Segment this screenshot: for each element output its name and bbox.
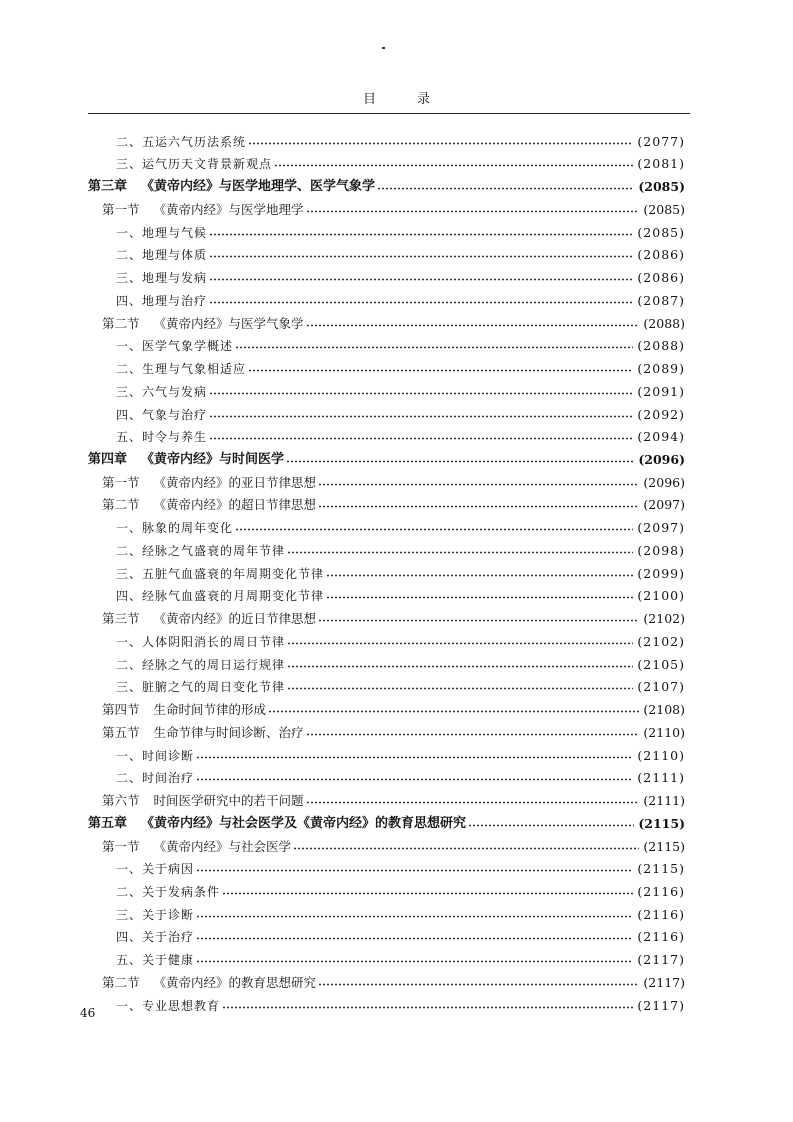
dot-leader: [468, 824, 634, 827]
dot-leader: [222, 892, 633, 895]
toc-label: 一、医学气象学概述: [116, 339, 234, 354]
toc-page: (2115): [637, 861, 685, 877]
toc-chapter: [80, 809, 685, 832]
dot-leader: [196, 756, 633, 759]
toc-page: (2115): [638, 815, 685, 831]
toc-label: 三、关于诊断: [116, 907, 195, 922]
toc-title: [116, 861, 194, 877]
dot-leader: [287, 642, 633, 645]
toc-item: [80, 900, 685, 923]
toc-item: [80, 513, 685, 536]
dot-leader: [209, 437, 633, 440]
toc-label: 生命时间节律的形成: [153, 702, 267, 718]
toc-title: [116, 998, 220, 1014]
toc-page: (2091): [637, 383, 685, 399]
toc-label: 三、运气历天文背景新观点: [116, 157, 273, 172]
toc-title: [88, 179, 375, 195]
toc-page: (2088): [637, 338, 685, 354]
toc-label: 二、五运六气历法系统: [116, 134, 247, 149]
toc-title: [88, 816, 466, 832]
toc-label: 三、脏腑之气的周日变化节律: [116, 680, 286, 695]
toc-number: 第二节: [102, 315, 140, 331]
toc-page: (2086): [637, 247, 685, 263]
toc-label: 《黄帝内经》的近日节律思想: [153, 611, 317, 627]
toc-title: [116, 634, 285, 650]
toc-number: 第一节: [102, 474, 140, 490]
toc-label: 三、六气与发病: [116, 384, 208, 399]
toc-page: (2100): [637, 588, 685, 604]
toc-page: (2111): [637, 770, 685, 786]
toc-label: 一、关于病因: [116, 862, 195, 877]
dot-leader: [209, 415, 633, 418]
toc-item: [80, 559, 685, 582]
dot-leader: [196, 778, 633, 781]
toc-title: [116, 952, 194, 968]
toc-item: [80, 332, 685, 355]
toc-label: 一、地理与气候: [116, 225, 208, 240]
toc-title: [116, 884, 220, 900]
toc-label: 一、脉象的周年变化: [116, 521, 234, 536]
dot-leader: [196, 915, 633, 918]
toc-title: [116, 770, 194, 786]
toc-item: [80, 241, 685, 264]
dot-leader: [326, 596, 633, 599]
dot-leader: [196, 869, 633, 872]
toc-page: (2097): [637, 520, 685, 536]
toc-page: (2117): [637, 997, 685, 1013]
toc-section: [80, 309, 685, 332]
toc-item: [80, 945, 685, 968]
toc-item: [80, 855, 685, 878]
dot-leader: [318, 483, 639, 486]
toc-title: [116, 247, 207, 263]
dot-leader: [248, 142, 633, 145]
dot-leader: [293, 847, 639, 850]
dot-leader: [306, 733, 640, 736]
toc-label: 四、地理与治疗: [116, 293, 208, 308]
toc-item: [80, 650, 685, 673]
toc-page: (2108): [643, 702, 685, 718]
dot-leader: [318, 505, 639, 508]
toc-number: 第一节: [102, 201, 140, 217]
toc-page: (2102): [643, 611, 685, 627]
toc-page: (2105): [637, 656, 685, 672]
toc-section: [80, 786, 685, 809]
toc-label: 一、人体阴阳消长的周日节律: [116, 634, 286, 649]
toc-title: [102, 725, 304, 741]
toc-title: [116, 407, 207, 423]
toc-number: 第六节: [102, 793, 140, 809]
toc-page: (2116): [637, 906, 685, 922]
toc-page: (2094): [637, 429, 685, 445]
toc-item: [80, 400, 685, 423]
toc-item: [80, 263, 685, 286]
dot-leader: [248, 369, 633, 372]
toc-item: [80, 764, 685, 787]
toc-label: 四、关于治疗: [116, 930, 195, 945]
toc-title: [116, 225, 207, 241]
dot-leader: [209, 392, 633, 395]
toc-title: [116, 929, 194, 945]
toc-title: [116, 566, 324, 582]
toc-number: 第一节: [102, 838, 140, 854]
toc-title: [116, 338, 233, 354]
toc-page: (2077): [637, 133, 685, 149]
toc-page: (2111): [643, 793, 685, 809]
toc-number: 第三节: [102, 611, 140, 627]
toc-label: 三、五脏气血盛衰的年周期变化节律: [116, 566, 325, 581]
scan-speck: [382, 47, 385, 49]
toc-title: [102, 611, 316, 627]
dot-leader: [274, 164, 633, 167]
toc-item: [80, 286, 685, 309]
toc-item: [80, 536, 685, 559]
toc-page: (2081): [637, 156, 685, 172]
toc-title: [116, 134, 246, 150]
dot-leader: [235, 528, 633, 531]
toc-title: [116, 156, 272, 172]
dot-leader: [268, 710, 639, 713]
toc-page: (2115): [643, 838, 685, 854]
toc-label: 二、时间治疗: [116, 771, 195, 786]
dot-leader: [326, 574, 633, 577]
header-rule: [88, 113, 690, 114]
dot-leader: [222, 1006, 633, 1009]
dot-leader: [306, 801, 640, 804]
toc-section: [80, 718, 685, 741]
toc-label: 《黄帝内经》与医学地理学、医学气象学: [141, 179, 376, 195]
toc-section: [80, 468, 685, 491]
toc-item: [80, 218, 685, 241]
toc-label: 《黄帝内经》与医学气象学: [153, 315, 304, 331]
toc-label: 《黄帝内经》与时间医学: [141, 452, 285, 468]
toc-page: (2117): [637, 952, 685, 968]
toc-title: [116, 588, 324, 604]
toc-label: 二、经脉之气盛衰的周年节律: [116, 543, 286, 558]
toc-section: [80, 695, 685, 718]
dot-leader: [196, 937, 633, 940]
toc-item: [80, 150, 685, 173]
toc-title: [116, 748, 194, 764]
toc-page: (2116): [637, 883, 685, 899]
toc-section: [80, 195, 685, 218]
page-number: 46: [80, 1006, 96, 1020]
dot-leader: [318, 619, 639, 622]
toc-title: [102, 316, 304, 332]
toc-page: (2098): [637, 542, 685, 558]
toc-page: (2099): [637, 565, 685, 581]
toc-label: 二、生理与气象相适应: [116, 362, 247, 377]
toc-title: [102, 497, 316, 513]
toc-chapter: [80, 445, 685, 468]
toc-page: (2107): [637, 679, 685, 695]
toc-title: [116, 384, 207, 400]
toc-number: 第四节: [102, 702, 140, 718]
toc-label: 《黄帝内经》的亚日节律思想: [153, 474, 317, 490]
toc-title: [88, 452, 284, 468]
toc-page: (2085): [637, 224, 685, 240]
toc-label: 《黄帝内经》与社会医学: [153, 838, 292, 854]
toc-page: (2102): [637, 633, 685, 649]
toc-page: (2088): [643, 315, 685, 331]
dot-leader: [209, 255, 633, 258]
dot-leader: [287, 687, 633, 690]
toc-label: 一、时间诊断: [116, 748, 195, 763]
toc-title: [116, 657, 285, 673]
toc-title: [116, 907, 194, 923]
toc-item: [80, 741, 685, 764]
toc-title: [116, 679, 285, 695]
toc-number: 第三章: [88, 179, 128, 195]
toc-label: 《黄帝内经》与社会医学及《黄帝内经》的教育思想研究: [141, 815, 467, 831]
dot-leader: [235, 346, 633, 349]
dot-leader: [318, 983, 639, 986]
dot-leader: [287, 551, 633, 554]
toc-page: (2096): [638, 452, 685, 468]
toc-label: 一、专业思想教育: [116, 998, 221, 1013]
toc-title: [102, 202, 304, 218]
toc-page: (2117): [643, 974, 685, 990]
dot-leader: [209, 233, 633, 236]
toc-number: 第二节: [102, 974, 140, 990]
toc-item: [80, 991, 685, 1014]
toc-label: 五、关于健康: [116, 953, 195, 968]
toc-page: (2110): [637, 747, 685, 763]
toc-item: [80, 673, 685, 696]
toc-item: [80, 627, 685, 650]
dot-leader: [286, 460, 634, 463]
toc-title: [102, 475, 316, 491]
toc-section: [80, 968, 685, 991]
toc-label: 时间医学研究中的若干问题: [153, 793, 304, 809]
toc-title: [102, 975, 316, 991]
dot-leader: [306, 210, 640, 213]
toc-page: (2087): [637, 292, 685, 308]
toc-label: 三、地理与发病: [116, 271, 208, 286]
toc-title: [116, 361, 246, 377]
dot-leader: [209, 301, 633, 304]
toc-title: [116, 429, 207, 445]
toc-item: [80, 127, 685, 150]
toc-number: 第四章: [88, 452, 128, 468]
toc-page: (2110): [643, 724, 685, 740]
toc-number: 第五节: [102, 724, 140, 740]
toc-number: 第五章: [88, 815, 128, 831]
toc-title: [116, 270, 207, 286]
toc-label: 四、气象与治疗: [116, 407, 208, 422]
toc-number: 第二节: [102, 497, 140, 513]
toc-title: [102, 839, 291, 855]
toc-section: [80, 491, 685, 514]
toc-item: [80, 877, 685, 900]
toc-label: 《黄帝内经》的教育思想研究: [153, 974, 317, 990]
toc-page: (2092): [637, 406, 685, 422]
toc-item: [80, 423, 685, 446]
toc-item: [80, 923, 685, 946]
toc-title: [102, 793, 304, 809]
dot-leader: [287, 665, 633, 668]
toc-page: (2085): [643, 201, 685, 217]
dot-leader: [377, 187, 634, 190]
toc-title: [116, 293, 207, 309]
toc-title: [102, 702, 266, 718]
toc-title: [116, 543, 285, 559]
dot-leader: [209, 278, 633, 281]
table-of-contents: [80, 127, 685, 1014]
toc-page: (2085): [638, 179, 685, 195]
toc-page: (2097): [643, 497, 685, 513]
toc-item: [80, 354, 685, 377]
toc-title: [116, 520, 233, 536]
toc-page: (2116): [637, 929, 685, 945]
toc-label: 五、时令与养生: [116, 430, 208, 445]
toc-label: 《黄帝内经》与医学地理学: [153, 201, 304, 217]
toc-page: (2086): [637, 270, 685, 286]
toc-item: [80, 377, 685, 400]
toc-section: [80, 604, 685, 627]
toc-label: 《黄帝内经》的超日节律思想: [153, 497, 317, 513]
toc-label: 生命节律与时间诊断、治疗: [153, 724, 304, 740]
dot-leader: [306, 324, 640, 327]
toc-label: 二、地理与体质: [116, 248, 208, 263]
toc-page: (2096): [643, 474, 685, 490]
toc-label: 二、关于发病条件: [116, 884, 221, 899]
toc-label: 四、经脉气血盛衰的月周期变化节律: [116, 589, 325, 604]
dot-leader: [196, 960, 633, 963]
toc-section: [80, 832, 685, 855]
toc-label: 二、经脉之气的周日运行规律: [116, 657, 286, 672]
toc-chapter: [80, 172, 685, 195]
toc-page: (2089): [637, 361, 685, 377]
toc-item: [80, 582, 685, 605]
running-head: 目 录: [362, 92, 444, 107]
